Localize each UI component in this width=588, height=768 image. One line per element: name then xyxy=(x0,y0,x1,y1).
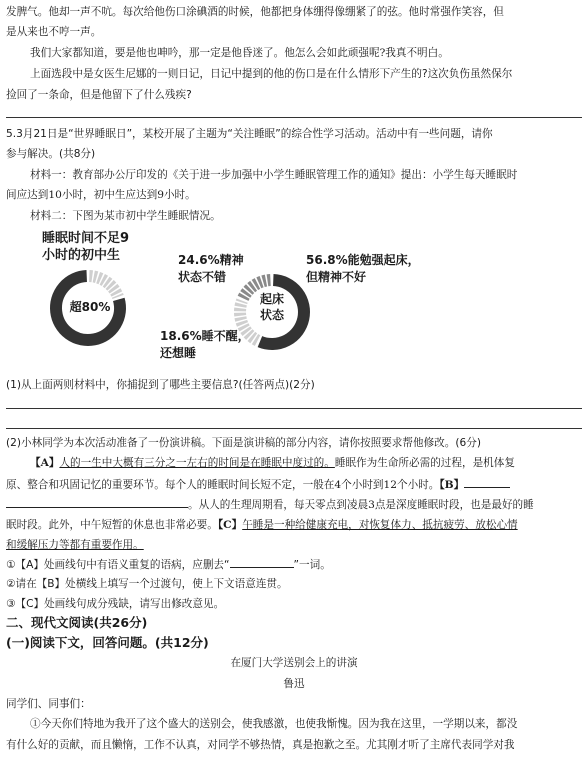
speech-text: 原、整合和巩固记忆的重要环节。每个人的睡眠时间长短不定，一般在4个小时到12个小时。 xyxy=(6,479,440,491)
center-label: 超80% xyxy=(69,300,111,314)
greeting: 同学们、同事们： xyxy=(6,698,91,710)
slice-label: 24.6%精神 xyxy=(178,253,244,267)
marker-c: 【C】 xyxy=(217,519,243,531)
task-2: ②请在【B】处横线上填写一个过渡句，使上下文语意连贯。 xyxy=(6,578,288,590)
center-label: 状态 xyxy=(259,308,285,322)
speech-line xyxy=(6,538,582,553)
article-author: 鲁迅 xyxy=(283,678,305,690)
part-title: (一)阅读下文，回答问题。(共12分) xyxy=(6,635,209,650)
paragraph-line: 有什么好的贡献，而且懒惰，工作不认真，对同学不够热情，真是抱歉之至。尤其刚才听了主席代表同学对我 xyxy=(6,739,515,751)
chart-title: 小时的初中生 xyxy=(42,248,121,263)
article-title: 在厦门大学送别会上的讲演 xyxy=(230,657,358,669)
blank-b-cont[interactable] xyxy=(6,497,188,508)
speech-line xyxy=(30,456,582,471)
blank-b[interactable] xyxy=(464,477,510,488)
marker-b: 【B】 xyxy=(439,479,465,491)
marker-a: 【A】 xyxy=(30,457,60,469)
task-3: ③【C】处画线句成分残缺，请写出修改意见。 xyxy=(6,598,225,610)
slice-label: 状态不错 xyxy=(178,270,227,284)
material-2: 材料二：下图为某市初中学生睡眠情况。 xyxy=(30,210,221,222)
slice-label: 18.6%睡不醒， xyxy=(160,329,250,343)
slice-label: 56.8%能勉强起床， xyxy=(306,253,420,267)
speech-text: 睡眠作为生命所必需的过程，是机体复 xyxy=(334,457,515,469)
speech-line xyxy=(6,477,582,493)
material-1: 材料一：教育部办公厅印发的《关于进一步加强中小学生睡眠管理工作的通知》提出：小学生每天睡眠时 xyxy=(30,169,518,181)
answer-line xyxy=(6,117,582,118)
chart-title: 睡眠时间不足9 xyxy=(42,231,130,246)
speech-line xyxy=(6,518,582,533)
material-1: 间应达到10小时，初中生应达到9小时。 xyxy=(6,189,196,201)
slice-label: 但精神不好 xyxy=(306,270,367,284)
donut-slice xyxy=(89,276,118,297)
section-title: 二、现代文阅读(共26分) xyxy=(6,615,148,630)
task-text: ”一词。 xyxy=(293,559,331,571)
speech-text: 。从人的生理周期看，每天零点到凌晨3点是深度睡眠时段，也是最好的睡 xyxy=(188,499,534,511)
passage-line: 我们大家都知道，要是他也呻吟，那一定是他昏迷了。他怎么会如此顽强呢?我真不明白。 xyxy=(30,47,449,59)
sub-question-2: (2)小林同学为本次活动准备了一份演讲稿。下面是演讲稿的部分内容，请你按照要求帮他修改。(6分) xyxy=(6,437,481,449)
answer-line xyxy=(6,428,582,429)
task-1 xyxy=(6,557,582,573)
speech-line xyxy=(6,497,582,513)
blank-task-1[interactable] xyxy=(230,557,294,568)
sleep-charts xyxy=(0,226,588,366)
speech-text: 眠时段。此外，中午短暂的休息也非常必要。 xyxy=(6,519,218,531)
center-label: 起床 xyxy=(259,292,285,306)
question-line: 上面选段中是女医生尼娜的一则日记，日记中提到的他的伤口是在什么情形下产生的?这次负伤虽然保尔 xyxy=(30,68,513,80)
q5-header: 5.3月21日是“世界睡眠日”，某校开展了主题为“关注睡眠”的综合性学习活动。活动中有一些问题，请你 xyxy=(6,128,493,140)
sentence-c: 和缓解压力等都有重要作用。 xyxy=(6,539,144,551)
paragraph-line: ①今天你们特地为我开了这个盛大的送别会，使我感激，也使我惭愧。因为我在这里，一学期以来，都没 xyxy=(30,718,518,730)
donut-slice xyxy=(240,301,258,341)
passage-line: 是从来也不哼一声。 xyxy=(6,26,102,38)
slice-label: 还想睡 xyxy=(160,346,197,360)
task-text: ①【A】处画线句中有语义重复的语病，应删去“ xyxy=(6,559,230,571)
question-line: 捡回了一条命，但是他留下了什么残疾? xyxy=(6,89,192,101)
sentence-a: 人的一生中大概有三分之一左右的时间是在睡眠中度过的。 xyxy=(59,457,335,469)
sentence-c: 午睡是一种给健康充电，对恢复体力、抵抗疲劳、放松心情 xyxy=(242,519,518,531)
answer-line xyxy=(6,408,582,409)
sub-question-1: (1)从上面两则材料中，你捕捉到了哪些主要信息?(任答两点)(2分) xyxy=(6,379,315,391)
passage-line: 发脾气。他却一声不吭。每次给他伤口涂碘酒的时候，他都把身体绷得像绷紧了的弦。他时常强作笑容，但 xyxy=(6,6,504,18)
chart-wake-state xyxy=(159,252,420,360)
q5-header: 参与解决。(共8分) xyxy=(6,148,96,160)
chart-sleep-duration xyxy=(42,230,129,340)
